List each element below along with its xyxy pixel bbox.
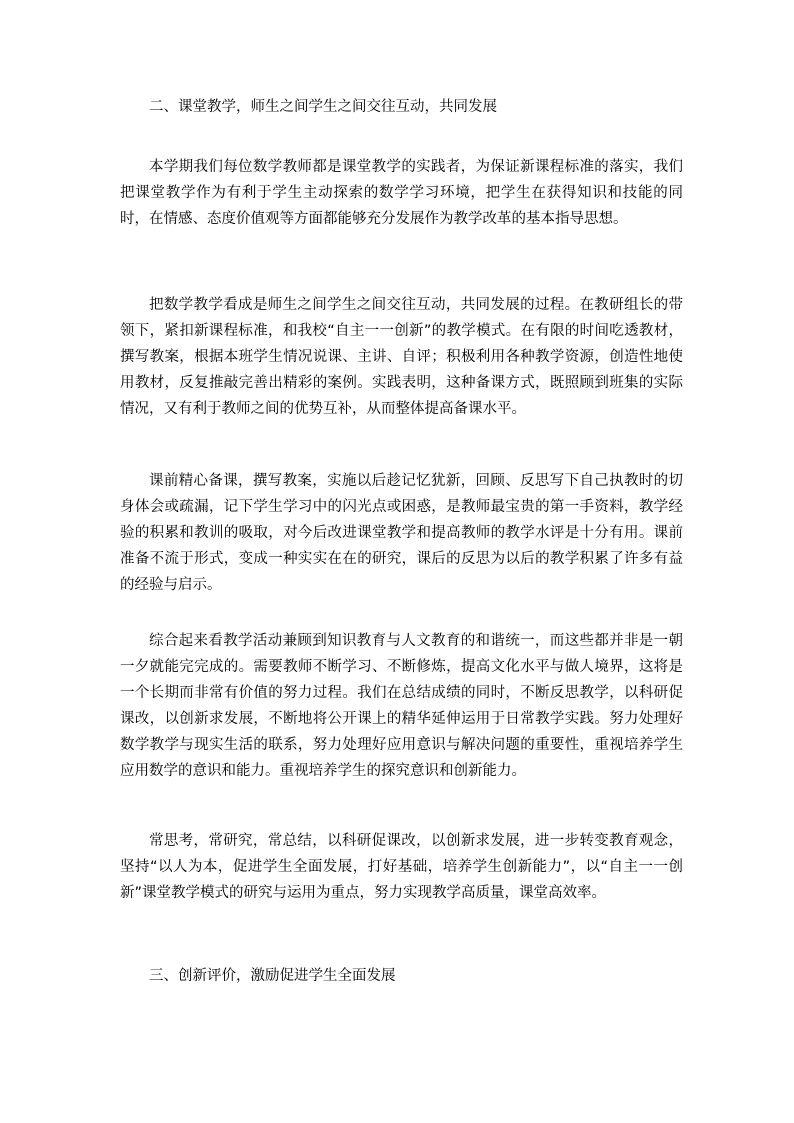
- section-heading-3: 三、创新评价，激励促进学生全面发展: [149, 968, 396, 984]
- paragraph-1: 本学期我们每位数学教师都是课堂教学的实践者，为保证新课程标准的落实，我们把课堂教学作为有利于学生主动探索的数学学习环境，把学生在获得知识和技能的同时，在情感、态度价值观等方面都能够充分发展作为教学改革的基本指导思想。: [120, 159, 683, 227]
- paragraph-5: 常思考，常研究，常总结，以科研促课改，以创新求发展，进一步转变教育观念，坚持“以人为本，促进学生全面发展，打好基础，培养学生创新能力”，以“自主一一创新”课堂教学模式的研究与运用为重点，努力实现教学高质量，课堂高效率。: [120, 833, 683, 901]
- paragraph-4: 综合起来看教学活动兼顾到知识教育与人文教育的和谐统一，而这些都并非是一朝一夕就能完完成的。需要教师不断学习、不断修炼，提高文化水平与做人境界，这将是一个长期而非常有价值的努力过程。我们在总结成绩的同时，不断反思教学，以科研促课改，以创新求发展，不断地将公开课上的精华延伸运用于日常教学实践。努力处理好数学教学与现实生活的联系，努力处理好应用意识与解决问题的重要性，重视培养学生应用数学的意识和能力。重视培养学生的探究意识和创新能力。: [120, 633, 683, 779]
- paragraph-2: 把数学教学看成是师生之间学生之间交往互动，共同发展的过程。在教研组长的带领下，紧扣新课程标准，和我校“自主一一创新”的教学模式。在有限的时间吃透教材，撰写教案，根据本班学生情况说课、主讲、自评；积极利用各种教学资源，创造性地使用教材，反复推敲完善出精彩的案例。实践表明，这种备课方式，既照顾到班集的实际情况，又有利于教师之间的优势互补，从而整体提高备课水平。: [120, 297, 683, 417]
- paragraph-3: 课前精心备课，撰写教案，实施以后趁记忆犹新，回顾、反思写下自己执教时的切身体会或疏漏，记下学生学习中的闪光点或困惑，是教师最宝贵的第一手资料，教学经验的积累和教训的吸取，对今后改进课堂教学和提高教师的教学水评是十分有用。课前准备不流于形式，变成一种实实在在的研究，课后的反思为以后的教学积累了许多有益的经验与启示。: [120, 473, 683, 593]
- section-heading-2: 二、课堂教学，师生之间学生之间交往互动，共同发展: [149, 99, 497, 115]
